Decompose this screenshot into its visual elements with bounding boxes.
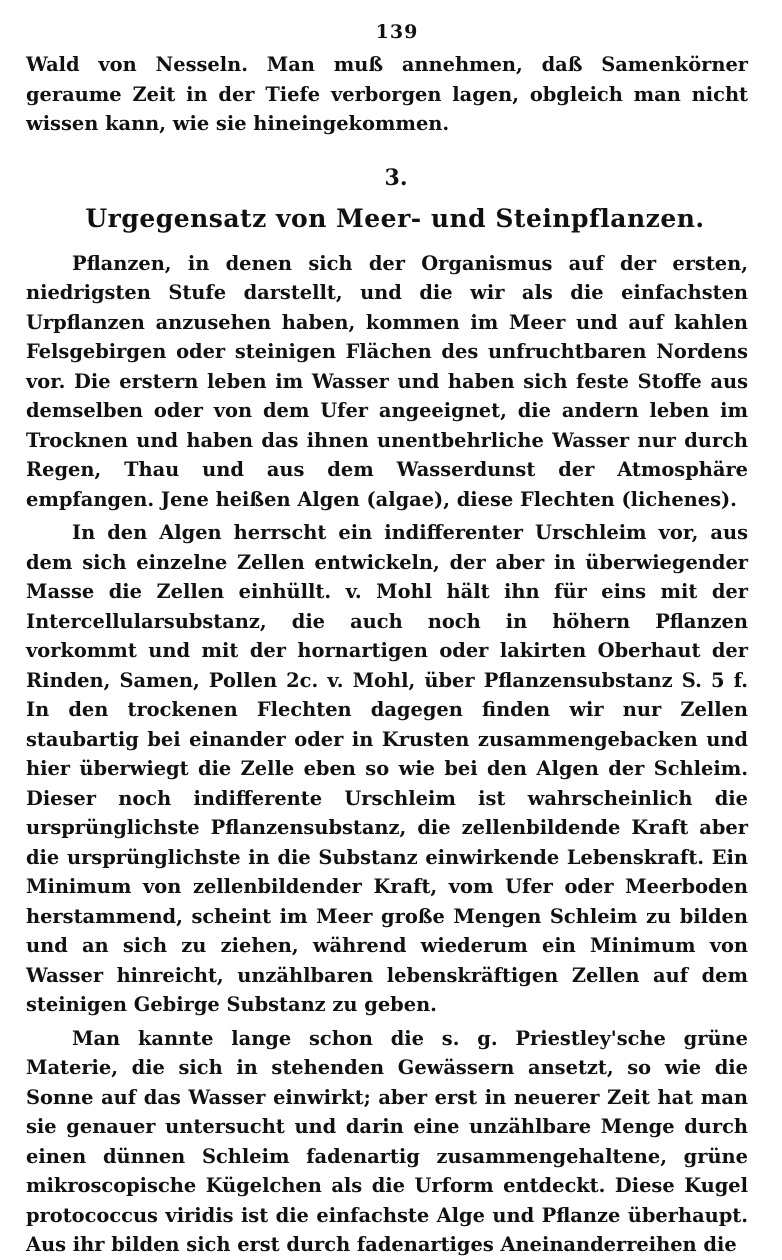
book-page (26, 14, 748, 1260)
paragraph-1: Pflanzen, in denen sich der Organismus auf der ersten, niedrigsten Stufe darstellt, und die wir als die einfachsten Urpflanzen anzusehen haben, kommen im Meer und auf kahlen Felsgebirgen oder steinigen Flächen des unfruchtbaren Nordens vor. Die erstern leben im Wasser und haben sich feste Stoffe aus demselben oder von dem Ufer angeeignet, die andern leben im Trocknen und haben das ihnen unentbehrliche Wasser nur durch Regen, Thau und aus dem Wasserdunst der Atmosphäre empfangen. Jene heißen Algen (algae), diese Flechten (lichenes). (26, 251, 748, 511)
page-number: 139 (375, 21, 419, 43)
paragraph-2: In den Algen herrscht ein indifferenter Urschleim vor, aus dem sich einzelne Zellen entwickeln, der aber in überwiegender Masse die Zellen einhüllt. v. Mohl hält ihn für eins mit der Intercellularsubstanz, die auch noch in höhern Pflanzen vorkommt und mit der hornartigen oder lakirten Oberhaut der Rinden, Samen, Pollen 2c. v. Mohl, über Pflanzensubstanz S. 5 f. In den trockenen Flechten dagegen finden wir nur Zellen staubartig bei einander oder in Krusten zusammengebacken und hier überwiegt die Zelle eben so wie bei den Algen der Schleim. Dieser noch indifferente Urschleim ist wahrscheinlich die ursprünglichste Pflanzensubstanz, die zellenbildende Kraft aber die ursprünglichste in die Substanz einwirkende Lebenskraft. Ein Minimum von zellenbildender Kraft, vom Ufer oder Meerboden herstammend, scheint im Meer große Mengen Schleim zu bilden und an sich zu ziehen, während wiederum ein Minimum von Wasser hinreicht, unzählbaren lebenskräftigen Zellen auf dem steinigen Gebirge Substanz zu geben. (26, 521, 748, 1016)
section-title: Urgegensatz von Meer- und Steinpflanzen. (85, 203, 705, 233)
section-number: 3. (384, 164, 408, 191)
paragraph-3: Man kannte lange schon die s. g. Priestley'sche grüne Materie, die sich in stehenden Gewässern ansetzt, so wie die Sonne auf das Wasser einwirkt; aber erst in neuerer Zeit hat man sie genauer untersucht und darin eine unzählbare Menge durch einen dünnen Schleim fadenartig zusammengehaltene, grüne mikroscopische Kügelchen als die Urform entdeckt. Diese Kugel protococcus viridis ist die einfachste Alge und Pflanze überhaupt. Aus ihr bilden sich erst durch fadenartiges Aneinanderreihen die (26, 1026, 748, 1256)
intro-paragraph: Wald von Nesseln. Man muß annehmen, daß Samenkörner geraume Zeit in der Tiefe verborgen lagen, obgleich man nicht wissen kann, wie sie hineingekommen. (26, 53, 748, 135)
